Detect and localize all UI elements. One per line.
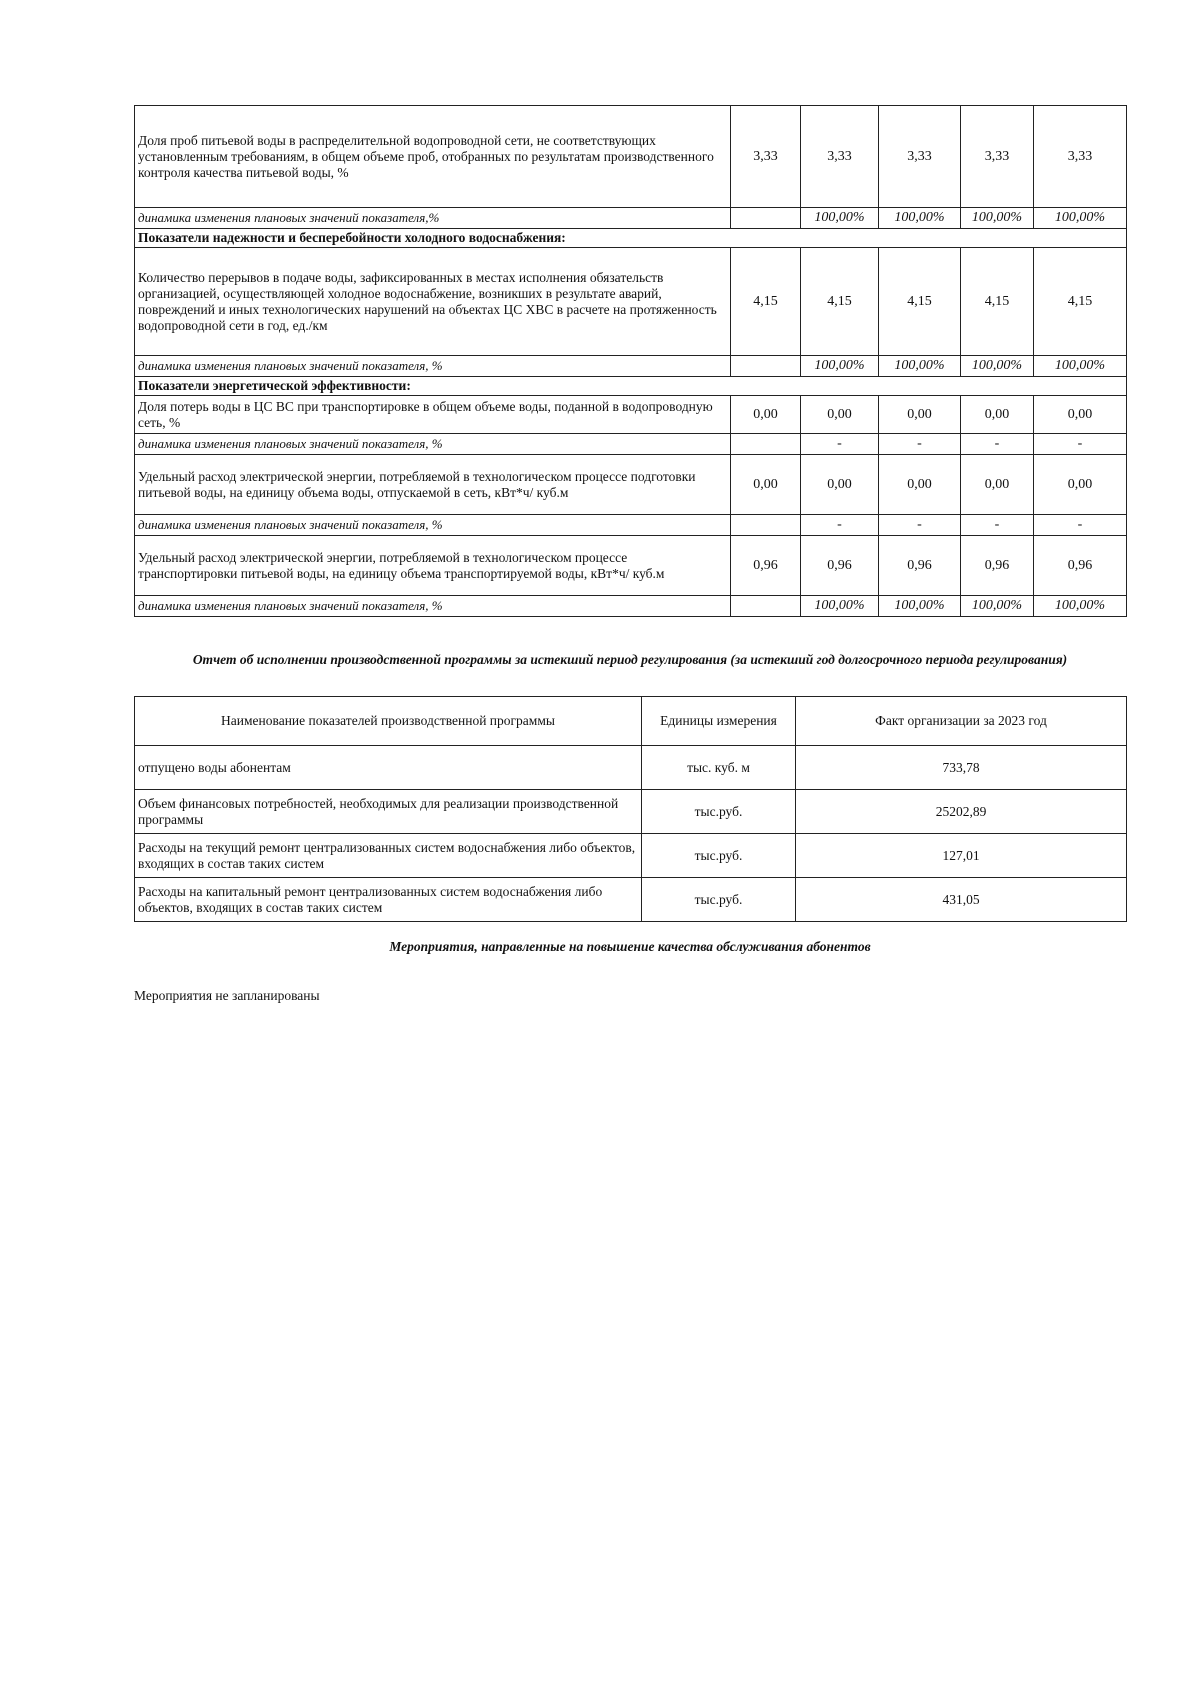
value-cell: 4,15 <box>879 248 961 356</box>
loss-dynamics-row <box>135 434 1127 455</box>
row-unit: тыс.руб. <box>642 878 796 922</box>
table-row <box>135 746 1127 790</box>
value-cell: 0,96 <box>961 536 1034 596</box>
column-header-name: Наименование показателей производственной программы <box>135 697 642 746</box>
dynamics-label: динамика изменения плановых значений показателя, % <box>135 434 731 455</box>
value-cell: 0,00 <box>731 396 801 434</box>
quality-label: Доля проб питьевой воды в распределительной водопроводной сети, не соответствующих установленным требованиям, в общем объеме проб, отобранных по результатам производственного контроля качества питьевой воды, % <box>135 106 731 208</box>
row-unit: тыс. куб. м <box>642 746 796 790</box>
value-cell: 3,33 <box>801 106 879 208</box>
column-header-fact: Факт организации за 2023 год <box>796 697 1127 746</box>
prep-energy-row <box>135 455 1127 515</box>
dynamics-cell: 100,00% <box>879 356 961 377</box>
row-unit: тыс.руб. <box>642 834 796 878</box>
quality-row <box>135 106 1127 208</box>
dynamics-cell <box>731 208 801 229</box>
dynamics-label: динамика изменения плановых значений показателя, % <box>135 356 731 377</box>
dynamics-cell: 100,00% <box>961 356 1034 377</box>
row-name: Расходы на капитальный ремонт централизованных систем водоснабжения либо объектов, входящих в состав таких систем <box>135 878 642 922</box>
dynamics-cell: - <box>801 515 879 536</box>
value-cell: 4,15 <box>1034 248 1127 356</box>
dynamics-cell: 100,00% <box>961 596 1034 617</box>
row-fact: 127,01 <box>796 834 1127 878</box>
value-cell: 4,15 <box>961 248 1034 356</box>
dynamics-cell <box>731 356 801 377</box>
dynamics-cell: 100,00% <box>879 596 961 617</box>
reliability-section-row <box>135 229 1127 248</box>
row-fact: 25202,89 <box>796 790 1127 834</box>
table-row <box>135 834 1127 878</box>
dynamics-cell: 100,00% <box>801 596 879 617</box>
reliability-dynamics-row <box>135 356 1127 377</box>
dynamics-cell: - <box>1034 515 1127 536</box>
table-row <box>135 878 1127 922</box>
value-cell: 0,00 <box>879 396 961 434</box>
dynamics-cell: 100,00% <box>879 208 961 229</box>
transport-energy-row <box>135 536 1127 596</box>
row-name: Объем финансовых потребностей, необходимых для реализации производственной программы <box>135 790 642 834</box>
value-cell: 0,00 <box>961 396 1034 434</box>
dynamics-cell: 100,00% <box>801 208 879 229</box>
value-cell: 0,96 <box>731 536 801 596</box>
value-cell: 3,33 <box>961 106 1034 208</box>
value-cell: 0,00 <box>961 455 1034 515</box>
report-title: Отчет об исполнении производственной программы за истекший период регулирования (за истекший год долгосрочного периода регулирования) <box>192 652 1068 667</box>
value-cell: 3,33 <box>1034 106 1127 208</box>
quality-dynamics-row <box>135 208 1127 229</box>
dynamics-cell <box>731 515 801 536</box>
dynamics-cell: - <box>879 434 961 455</box>
dynamics-cell: 100,00% <box>961 208 1034 229</box>
value-cell: 0,00 <box>1034 396 1127 434</box>
value-cell: 0,96 <box>879 536 961 596</box>
dynamics-cell: - <box>961 434 1034 455</box>
row-fact: 431,05 <box>796 878 1127 922</box>
value-cell: 0,96 <box>1034 536 1127 596</box>
dynamics-label: динамика изменения плановых значений показателя,% <box>135 208 731 229</box>
dynamics-label: динамика изменения плановых значений показателя, % <box>135 596 731 617</box>
row-name: отпущено воды абонентам <box>135 746 642 790</box>
value-cell: 0,00 <box>1034 455 1127 515</box>
dynamics-cell: 100,00% <box>1034 596 1127 617</box>
dynamics-cell: - <box>961 515 1034 536</box>
dynamics-cell: 100,00% <box>1034 356 1127 377</box>
row-fact: 733,78 <box>796 746 1127 790</box>
measures-title: Мероприятия, направленные на повышение качества обслуживания абонентов <box>389 939 871 954</box>
table-row <box>135 790 1127 834</box>
reliability-label: Количество перерывов в подаче воды, зафиксированных в местах исполнения обязательств организацией, осуществляющей холодное водоснабжение, возникших в результате аварий, повреждений и иных технологических нарушений на объектах ЦС ХВС в расчете на протяженность водопроводной сети в год, ед./км <box>135 248 731 356</box>
value-cell: 0,00 <box>801 396 879 434</box>
row-name: Расходы на текущий ремонт централизованных систем водоснабжения либо объектов, входящих в состав таких систем <box>135 834 642 878</box>
report-table <box>134 696 1127 922</box>
measures-text: Мероприятия не запланированы <box>134 988 320 1003</box>
value-cell: 4,15 <box>731 248 801 356</box>
loss-label: Доля потерь воды в ЦС ВС при транспортировке в общем объеме воды, поданной в водопроводную сеть, % <box>135 396 731 434</box>
transport-dynamics-row <box>135 596 1127 617</box>
section-heading: Показатели надежности и бесперебойности холодного водоснабжения: <box>135 229 1127 248</box>
report-header-row <box>135 697 1127 746</box>
reliability-row <box>135 248 1127 356</box>
row-unit: тыс.руб. <box>642 790 796 834</box>
value-cell: 3,33 <box>731 106 801 208</box>
prep-dynamics-row <box>135 515 1127 536</box>
prep-energy-label: Удельный расход электрической энергии, потребляемой в технологическом процессе подготовки питьевой воды, на единицу объема воды, отпускаемой в сеть, кВт*ч/ куб.м <box>135 455 731 515</box>
dynamics-cell: - <box>1034 434 1127 455</box>
energy-section-row <box>135 377 1127 396</box>
dynamics-cell: - <box>879 515 961 536</box>
section-heading: Показатели энергетической эффективности: <box>135 377 1127 396</box>
transport-energy-label: Удельный расход электрической энергии, потребляемой в технологическом процессе транспортировки питьевой воды, на единицу объема транспортируемой воды, кВт*ч/ куб.м <box>135 536 731 596</box>
loss-row <box>135 396 1127 434</box>
dynamics-cell: 100,00% <box>1034 208 1127 229</box>
value-cell: 0,00 <box>879 455 961 515</box>
column-header-unit: Единицы измерения <box>642 697 796 746</box>
value-cell: 4,15 <box>801 248 879 356</box>
dynamics-cell <box>731 434 801 455</box>
dynamics-label: динамика изменения плановых значений показателя, % <box>135 515 731 536</box>
dynamics-cell <box>731 596 801 617</box>
value-cell: 3,33 <box>879 106 961 208</box>
dynamics-cell: - <box>801 434 879 455</box>
indicators-table <box>134 105 1127 617</box>
dynamics-cell: 100,00% <box>801 356 879 377</box>
value-cell: 0,00 <box>731 455 801 515</box>
value-cell: 0,00 <box>801 455 879 515</box>
value-cell: 0,96 <box>801 536 879 596</box>
